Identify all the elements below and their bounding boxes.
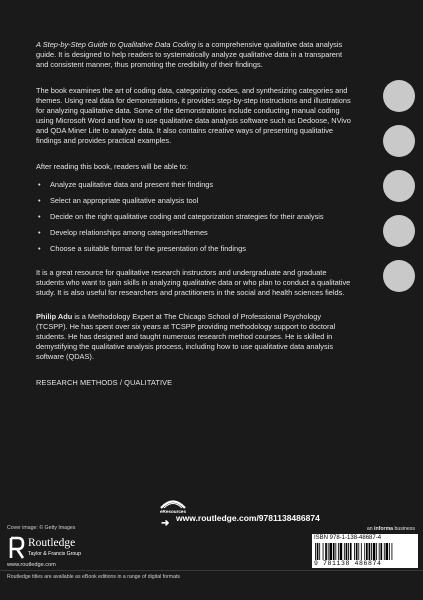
decorative-circles [383,80,415,305]
publisher-website[interactable]: www.routledge.com [7,562,56,568]
bullet-glyph: • [38,244,41,253]
description-paragraph: The book examines the art of coding data, categorizing codes, and synthesizing categories and themes. Using real data for demonstrations, it provides step-by-step instructions and illustrations for analyzing qualitative data. Some of the demonstrations include conducting manual coding using Microsoft Word and how to use qualitative data analysis software such as Dedoose, NVivo and QDA Miner Lite to analyze data. It also contains creative ways of presenting qualitative findings and provides practical examples. [36,86,351,145]
audience-paragraph: It is a great resource for qualitative research instructors and undergraduate and graduate students who want to gain skills in analyzing qualitative data or who plan to conduct a qualitative study. It is also useful for researchers and practitioners in the social and health sciences fields. [36,268,351,297]
list-item [36,228,354,238]
footer-divider [0,570,423,571]
arrow-right-icon: ➜ [161,518,170,529]
list-item-text: Develop relationships among categories/themes [50,228,208,237]
isbn-label: ISBN 978-1-138-48687-4 [314,535,382,541]
outcomes-list [36,180,354,254]
author-name: Philip Adu [36,312,73,321]
publisher-name: Routledge [28,537,76,549]
back-cover-footer [0,493,423,600]
list-item [36,212,354,222]
isbn-barcode-box [312,534,418,568]
ebook-availability-note: Routledge titles are available as eBook editions in a range of digital formats [7,574,181,580]
circle-shape [383,170,415,202]
informa-prefix: an [366,526,375,532]
svg-text:eResources: eResources [159,509,187,514]
list-item-text: Choose a suitable format for the presentation of the findings [50,244,246,253]
list-item [36,244,354,254]
routledge-logo-icon [7,536,25,560]
subject-category: RESEARCH METHODS / QUALITATIVE [36,378,173,387]
circle-shape [383,260,415,292]
circle-shape [383,125,415,157]
intro-paragraph [36,40,354,70]
barcode-icon [314,543,416,560]
list-item [36,196,354,206]
list-item-text: Analyze qualitative data and present their findings [50,180,214,189]
bullet-glyph: • [38,180,41,189]
list-item-text: Select an appropriate qualitative analysis tool [50,196,199,205]
informa-suffix: business [393,526,415,532]
intro-text: is a comprehensive qualitative data analysis guide. It is designed to help readers to systematically analyze qualitative data in a transparent and consistent manner, thus promoting the credibility of their findings. [36,40,343,69]
bullet-glyph: • [38,212,41,221]
informa-brand: informa [374,526,394,532]
author-bio: is a Methodology Expert at The Chicago School of Professional Psychology (TCSPP). He has spent over six years at TCSPP providing methodology support to doctoral students. He has designed and taught numerous research method courses. He is skilled in demystifying the qualitative analysis process, including how to use qualitative data analysis software (QDAS). [36,312,336,361]
author-paragraph [36,312,354,362]
list-item-text: Decide on the right qualitative coding and categorization strategies for their analysis [50,212,324,221]
informa-credit [367,526,415,532]
barcode-digits: 9 781138 486874 [314,560,382,567]
circle-shape [383,80,415,112]
book-url[interactable]: www.routledge.com/9781138486874 [176,513,320,523]
bullet-glyph: • [38,196,41,205]
circle-shape [383,215,415,247]
bullet-glyph: • [38,228,41,237]
publisher-group: Taylor & Francis Group [28,551,82,557]
outcomes-lead: After reading this book, readers will be able to: [36,162,189,171]
blurb [36,40,354,388]
cover-credit: Cover image: © Getty Images [7,525,76,531]
book-title: A Step-by-Step Guide to Qualitative Data Coding [36,40,196,49]
list-item [36,180,354,190]
